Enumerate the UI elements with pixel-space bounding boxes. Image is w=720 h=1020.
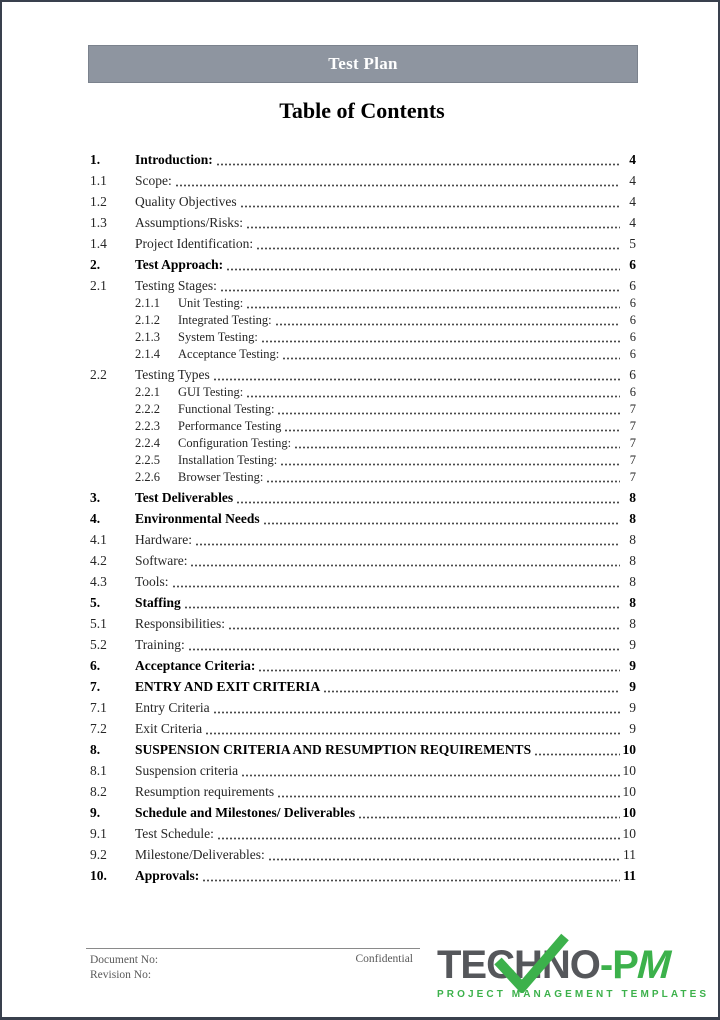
- toc-entry-label: Schedule and Milestones/ Deliverables: [135, 805, 356, 820]
- toc-entry-page: 7: [629, 436, 636, 450]
- toc-entry-page: 7: [629, 419, 636, 433]
- toc-entry-page: 7: [629, 402, 636, 416]
- toc-entry-label: Unit Testing:: [178, 296, 244, 310]
- toc-entry-number: 4.3: [90, 574, 107, 589]
- dot-leader: [275, 321, 620, 326]
- dot-leader: [202, 877, 620, 882]
- toc-entry-page: 9: [629, 637, 636, 652]
- toc-entry[interactable]: [90, 294, 636, 311]
- dot-leader: [190, 562, 620, 567]
- toc-entry-page: 6: [629, 257, 636, 272]
- toc-entry-label: Entry Criteria: [135, 700, 210, 715]
- toc-entry[interactable]: [90, 485, 636, 506]
- toc-entry-number: 5.1: [90, 616, 107, 631]
- toc-entry-number: 7.: [90, 679, 101, 694]
- toc-entry-page: 8: [629, 490, 636, 505]
- toc-entry-page: 6: [629, 330, 636, 344]
- toc-entry-label: Resumption requirements: [135, 784, 275, 799]
- toc-entry-page: 9: [629, 679, 636, 694]
- toc-entry-number: 1.3: [90, 215, 107, 230]
- toc-entry-label: Installation Testing:: [178, 453, 278, 467]
- document-no-label: Document No:: [90, 954, 159, 966]
- toc-entry-label: Functional Testing:: [178, 402, 275, 416]
- toc-entry-page: 4: [629, 173, 636, 188]
- toc-entry-label: ENTRY AND EXIT CRITERIA: [135, 679, 321, 694]
- toc-entry-page: 7: [629, 470, 636, 484]
- toc-entry-number: 2.2.2: [135, 402, 160, 416]
- toc-entry-label: Introduction:: [135, 152, 213, 167]
- confidential-label: Confidential: [355, 953, 413, 965]
- toc-entry-number: 7.2: [90, 721, 107, 736]
- toc-entry-label: Milestone/Deliverables:: [135, 847, 265, 862]
- toc-entry-number: 2.2.5: [135, 453, 160, 467]
- toc-entry[interactable]: [90, 632, 636, 653]
- dot-leader: [205, 730, 620, 735]
- toc-entry-label: Hardware:: [135, 532, 192, 547]
- dot-leader: [213, 376, 620, 381]
- toc-entry-number: 4.: [90, 511, 101, 526]
- toc-entry[interactable]: [90, 506, 636, 527]
- dot-leader: [266, 478, 620, 483]
- toc-entry-page: 8: [629, 553, 636, 568]
- toc-entry-number: 7.1: [90, 700, 107, 715]
- toc-entry-label: Test Schedule:: [135, 826, 214, 841]
- toc-entry-label: Project Identification:: [135, 236, 254, 251]
- toc-entry-number: 9.2: [90, 847, 107, 862]
- toc-entry-page: 10: [622, 805, 636, 820]
- toc-entry-page: 10: [622, 784, 636, 799]
- toc-entry-page: 10: [622, 763, 636, 778]
- toc-entry-number: 9.1: [90, 826, 107, 841]
- toc-entry[interactable]: [90, 383, 636, 400]
- toc-entry-number: 10.: [90, 868, 107, 883]
- toc-entry-number: 2.2.4: [135, 436, 160, 450]
- dot-leader: [241, 772, 620, 777]
- dot-leader: [277, 793, 620, 798]
- toc-entry-page: 4: [629, 152, 636, 167]
- toc-entry[interactable]: [90, 345, 636, 362]
- toc-entry-number: 1.2: [90, 194, 107, 209]
- toc-entry-number: 2.2.3: [135, 419, 160, 433]
- toc-entry-number: 2.1.4: [135, 347, 160, 361]
- toc-entry-number: 2.1.2: [135, 313, 160, 327]
- toc-entry-label: Test Deliverables: [135, 490, 234, 505]
- document-title: Test Plan: [328, 54, 398, 73]
- toc-entry-page: 6: [629, 296, 636, 310]
- logo-text-gray: TECHNO: [437, 943, 600, 987]
- toc-entry-label: Responsibilities:: [135, 616, 226, 631]
- toc-entry-page: 4: [629, 194, 636, 209]
- toc-entry[interactable]: [90, 168, 636, 189]
- toc-entry[interactable]: [90, 569, 636, 590]
- toc-entry-label: Staffing: [135, 595, 181, 610]
- dot-leader: [534, 751, 620, 756]
- toc-entry-number: 8.2: [90, 784, 107, 799]
- toc-entry-page: 9: [629, 721, 636, 736]
- toc-entry[interactable]: [90, 611, 636, 632]
- dot-leader: [216, 161, 620, 166]
- toc-title: Table of Contents: [279, 98, 445, 123]
- dot-leader: [323, 688, 620, 693]
- toc-entry-number: 9.: [90, 805, 101, 820]
- toc-entry-label: Exit Criteria: [135, 721, 203, 736]
- dot-leader: [172, 583, 620, 588]
- toc-entry-page: 4: [629, 215, 636, 230]
- toc-entry-page: 10: [622, 742, 636, 757]
- dot-leader: [256, 245, 620, 250]
- toc-entry-page: 6: [629, 278, 636, 293]
- toc-entry[interactable]: [90, 695, 636, 716]
- toc-entry-number: 2.2.6: [135, 470, 160, 484]
- dot-leader: [246, 224, 620, 229]
- toc-entry-number: 1.: [90, 152, 101, 167]
- toc-entry-page: 8: [629, 532, 636, 547]
- footer-doc-labels: [86, 953, 158, 983]
- toc-entry-label: Performance Testing: [178, 419, 282, 433]
- toc-entry[interactable]: [90, 842, 636, 863]
- toc-entry[interactable]: [90, 863, 636, 884]
- techno-pm-logo: [437, 942, 710, 1000]
- toc-entry[interactable]: [90, 674, 636, 695]
- dot-leader: [236, 499, 620, 504]
- toc-entry[interactable]: [90, 800, 636, 821]
- toc-entry-page: 7: [629, 453, 636, 467]
- dot-leader: [246, 393, 620, 398]
- logo-wordmark: [437, 942, 707, 988]
- toc-entry-label: Integrated Testing:: [178, 313, 272, 327]
- dot-leader: [277, 410, 620, 415]
- toc-entry[interactable]: [90, 737, 636, 758]
- dot-leader: [246, 304, 620, 309]
- toc-entry-label: Assumptions/Risks:: [135, 215, 244, 230]
- document-title-bar: [88, 45, 638, 83]
- toc-entry-label: Testing Types: [135, 367, 210, 382]
- toc-entry[interactable]: [90, 311, 636, 328]
- toc-entry-number: 2.1.1: [135, 296, 160, 310]
- logo-tagline: PROJECT MANAGEMENT TEMPLATES: [437, 989, 710, 1000]
- dot-leader: [268, 856, 620, 861]
- toc-entry[interactable]: [90, 653, 636, 674]
- toc-entry-page: 11: [623, 847, 636, 862]
- toc-entry[interactable]: [90, 548, 636, 569]
- toc-entry-page: 6: [629, 313, 636, 327]
- footer-info: [86, 948, 420, 983]
- toc-entry-number: 1.4: [90, 236, 107, 251]
- toc-entry-number: 1.1: [90, 173, 107, 188]
- toc-entry[interactable]: [90, 400, 636, 417]
- dot-leader: [220, 287, 620, 292]
- table-of-contents: [90, 147, 636, 884]
- dot-leader: [213, 709, 620, 714]
- dot-leader: [240, 203, 620, 208]
- toc-entry-label: Scope:: [135, 173, 172, 188]
- dot-leader: [195, 541, 620, 546]
- toc-entry-label: Quality Objectives: [135, 194, 237, 209]
- toc-entry-label: Suspension criteria: [135, 763, 239, 778]
- toc-entry[interactable]: [90, 758, 636, 779]
- toc-entry-number: 8.1: [90, 763, 107, 778]
- dot-leader: [284, 427, 620, 432]
- toc-entry-label: Environmental Needs: [135, 511, 260, 526]
- toc-entry-page: 9: [629, 658, 636, 673]
- toc-entry-label: Training:: [135, 637, 185, 652]
- logo-text-green-m: M: [632, 943, 676, 987]
- dot-leader: [263, 520, 620, 525]
- toc-entry-page: 9: [629, 700, 636, 715]
- toc-entry-number: 4.2: [90, 553, 107, 568]
- dot-leader: [294, 444, 620, 449]
- toc-entry[interactable]: [90, 434, 636, 451]
- toc-entry-page: 10: [622, 826, 636, 841]
- toc-entry[interactable]: [90, 328, 636, 345]
- toc-entry-page: 6: [629, 385, 636, 399]
- toc-entry-number: 4.1: [90, 532, 107, 547]
- dot-leader: [282, 355, 620, 360]
- revision-no-label: Revision No:: [90, 969, 152, 981]
- dot-leader: [184, 604, 620, 609]
- toc-entry-label: System Testing:: [178, 330, 258, 344]
- toc-entry-number: 2.2.1: [135, 385, 160, 399]
- toc-entry-page: 8: [629, 595, 636, 610]
- toc-entry-number: 5.2: [90, 637, 107, 652]
- toc-entry-label: GUI Testing:: [178, 385, 244, 399]
- toc-entry[interactable]: [90, 231, 636, 252]
- toc-entry-page: 8: [629, 616, 636, 631]
- toc-entry-label: SUSPENSION CRITERIA AND RESUMPTION REQUIREMENTS: [135, 742, 532, 757]
- toc-entry[interactable]: [90, 716, 636, 737]
- toc-entry-number: 6.: [90, 658, 101, 673]
- toc-entry[interactable]: [90, 417, 636, 434]
- toc-entry-label: Test Approach:: [135, 257, 224, 272]
- dot-leader: [175, 182, 620, 187]
- toc-entry-number: 2.2: [90, 367, 107, 382]
- toc-entry-label: Configuration Testing:: [178, 436, 292, 450]
- toc-entry[interactable]: [90, 210, 636, 231]
- toc-entry[interactable]: [90, 147, 636, 168]
- toc-entry-number: 5.: [90, 595, 101, 610]
- toc-entry[interactable]: [90, 779, 636, 800]
- toc-entry[interactable]: [90, 362, 636, 383]
- toc-entry-number: 2.1: [90, 278, 107, 293]
- toc-entry-label: Software:: [135, 553, 188, 568]
- toc-entry-number: 3.: [90, 490, 101, 505]
- dot-leader: [358, 814, 620, 819]
- toc-entry-page: 6: [629, 347, 636, 361]
- toc-entry-page: 8: [629, 511, 636, 526]
- toc-entry[interactable]: [90, 451, 636, 468]
- toc-entry-number: 2.: [90, 257, 101, 272]
- logo-text-green: -P: [599, 943, 638, 987]
- toc-entry-label: Browser Testing:: [178, 470, 264, 484]
- toc-entry-page: 11: [623, 868, 636, 883]
- toc-entry[interactable]: [90, 252, 636, 273]
- toc-entry-label: Testing Stages:: [135, 278, 217, 293]
- toc-entry-label: Acceptance Criteria:: [135, 658, 256, 673]
- toc-entry[interactable]: [90, 821, 636, 842]
- toc-entry[interactable]: [90, 527, 636, 548]
- dot-leader: [280, 461, 620, 466]
- toc-entry-number: 2.1.3: [135, 330, 160, 344]
- toc-entry-label: Approvals:: [135, 868, 200, 883]
- toc-entry-label: Tools:: [135, 574, 169, 589]
- dot-leader: [261, 338, 620, 343]
- dot-leader: [228, 625, 620, 630]
- toc-entry-label: Acceptance Testing:: [178, 347, 280, 361]
- toc-entry[interactable]: [90, 590, 636, 611]
- toc-entry-page: 5: [629, 236, 636, 251]
- dot-leader: [226, 266, 620, 271]
- dot-leader: [258, 667, 620, 672]
- dot-leader: [217, 835, 620, 840]
- toc-entry-page: 6: [629, 367, 636, 382]
- toc-entry[interactable]: [90, 273, 636, 294]
- toc-entry[interactable]: [90, 189, 636, 210]
- dot-leader: [188, 646, 620, 651]
- toc-entry[interactable]: [90, 468, 636, 485]
- toc-entry-page: 8: [629, 574, 636, 589]
- toc-entry-number: 8.: [90, 742, 101, 757]
